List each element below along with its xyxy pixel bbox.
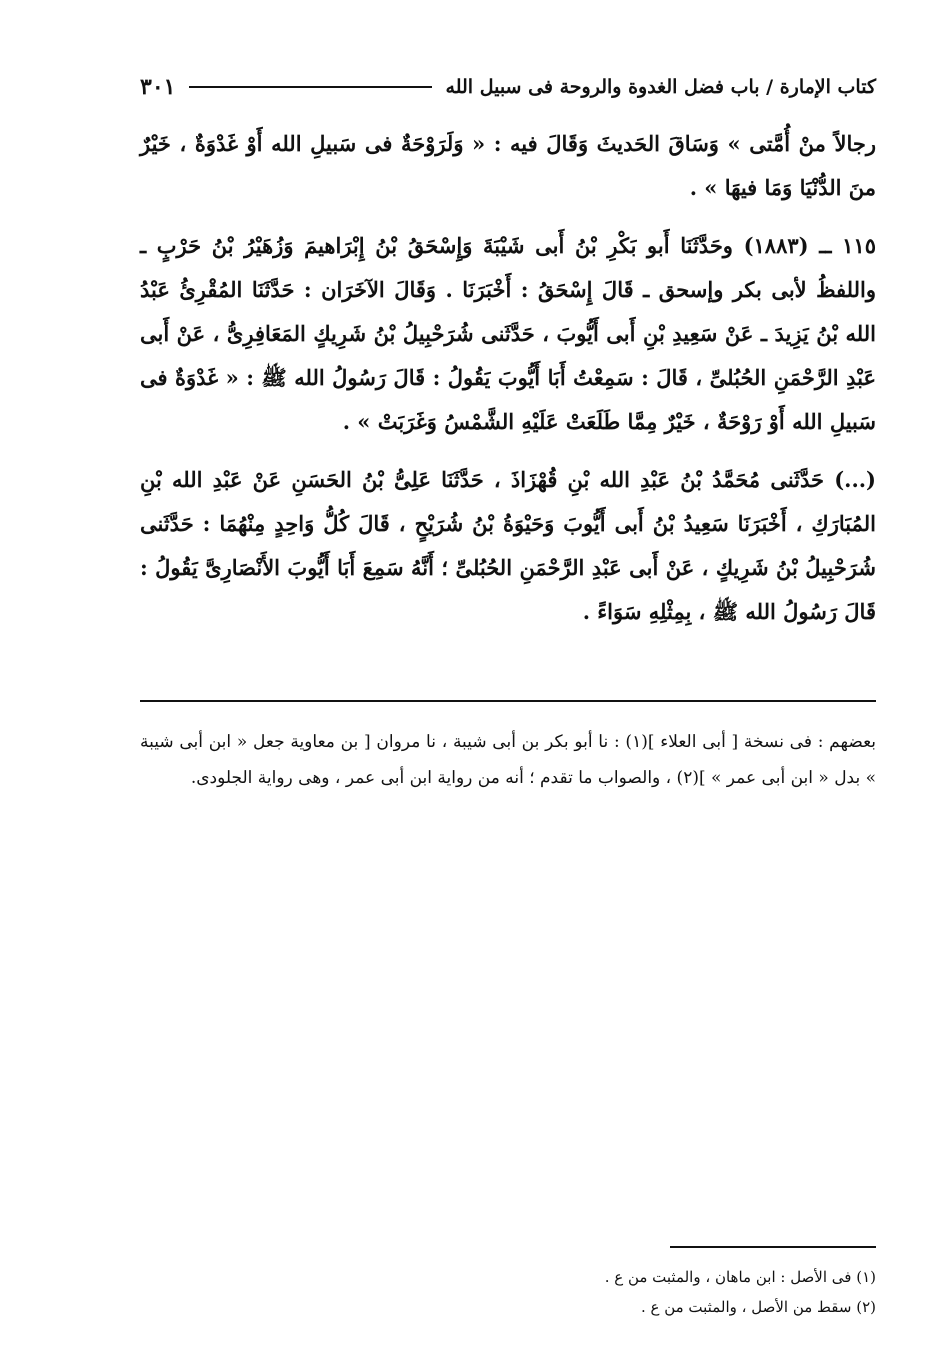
footnote: (١) فى الأصل : ابن ماهان ، والمثبت من ع .: [604, 1268, 876, 1286]
paragraph: ١١٥ ــ (١٨٨٣) وحَدَّثَنَا أَبو بَكْرِ بْنُ أَبى شَيْبَةَ وَإِسْحَقُ بْنُ إِبْرَاهيمَ وَزُهَيْرُ بْنُ حَرْبٍ ـ واللفظُ لأبى بكر وإسحق ـ قَالَ إِسْحَقُ : أَخْبَرَنَا . وَقَالَ الآخَرَان : حَدَّثَنَا المُقْرِئُ عَبْدُ الله بْنُ يَزِيدَ ـ عَنْ سَعِيدِ بْنِ أَبى أَيُّوبَ ، حَدَّثَنى شُرَحْبِيلُ بْنُ شَرِيكٍ المَعَافِرِىُّ ، عَنْ أَبى عَبْدِ الرَّحْمَنِ الحُبُلىِّ ، قَالَ : سَمِعْتُ أَبَا أَيُّوبَ يَقُولُ : قَالَ رَسُولُ الله ﷺ : « غَدْوَةٌ فى سَبيلِ الله أَوْ رَوْحَةٌ ، خَيْرٌ مِمَّا طَلَعَتْ عَلَيْهِ الشَّمْسُ وَغَرَبَتْ » .: [140, 233, 876, 434]
running-header: [140, 70, 876, 104]
paragraph: (...) حَدَّثَنى مُحَمَّدُ بْنُ عَبْدِ الله بْنِ قُهْزَاذَ ، حَدَّثَنَا عَلِىُّ بْنُ الحَسَنِ عَنْ عَبْدِ الله بْنِ المُبَارَكِ ، أَخْبَرَنَا سَعِيدُ بْنُ أَبى أَيُّوبَ وَحَيْوَةُ بْنُ شُرَيْحٍ ، قَالَ كُلُّ وَاحِدٍ مِنْهُمَا : حَدَّثَنى شُرَحْبِيلُ بْنُ شَرِيكٍ ، عَنْ أَبى عَبْدِ الرَّحْمَنِ الحُبُلىِّ ؛ أَنَّهُ سَمِعَ أَبَا أَيُّوبَ الأَنْصَارِىَّ يَقُولُ : قَالَ رَسُولُ الله ﷺ ، بِمِثْلِهِ سَوَاءً .: [140, 467, 876, 624]
footnotes: [140, 1262, 876, 1322]
main-text: [140, 122, 876, 648]
page-number: ٣٠١: [140, 74, 176, 100]
footnote-separator: [670, 1246, 876, 1248]
header-rule: [189, 86, 431, 88]
footnote: (٢) سقط من الأصل ، والمثبت من ع .: [640, 1298, 876, 1316]
commentary-separator: [140, 700, 876, 702]
commentary-text: [140, 724, 876, 796]
paragraph: رجالاً منْ أُمَّتى » وَسَاقَ الحَديثَ وَقَالَ فيه : « وَلَرَوْحَةٌ فى سَبيلِ الله أَوْ غَدْوَةٌ ، خَيْرٌ منَ الدُّنْيَا وَمَا فيهَا » .: [140, 131, 876, 200]
running-title: كتاب الإمارة / باب فضل الغدوة والروحة فى سبيل الله: [445, 76, 876, 98]
commentary-paragraph: بعضهم : فى نسخة [ أبى العلاء ](١) : نا أبو بكر بن أبى شيبة ، نا مروان [ بن معاوية جعل « ابن أبى شيبة » بدل « ابن أبى عمر » ](٢) ، والصواب ما تقدم ؛ أنه من رواية ابن أبى عمر ، وهى رواية الجلودى.: [140, 732, 876, 788]
